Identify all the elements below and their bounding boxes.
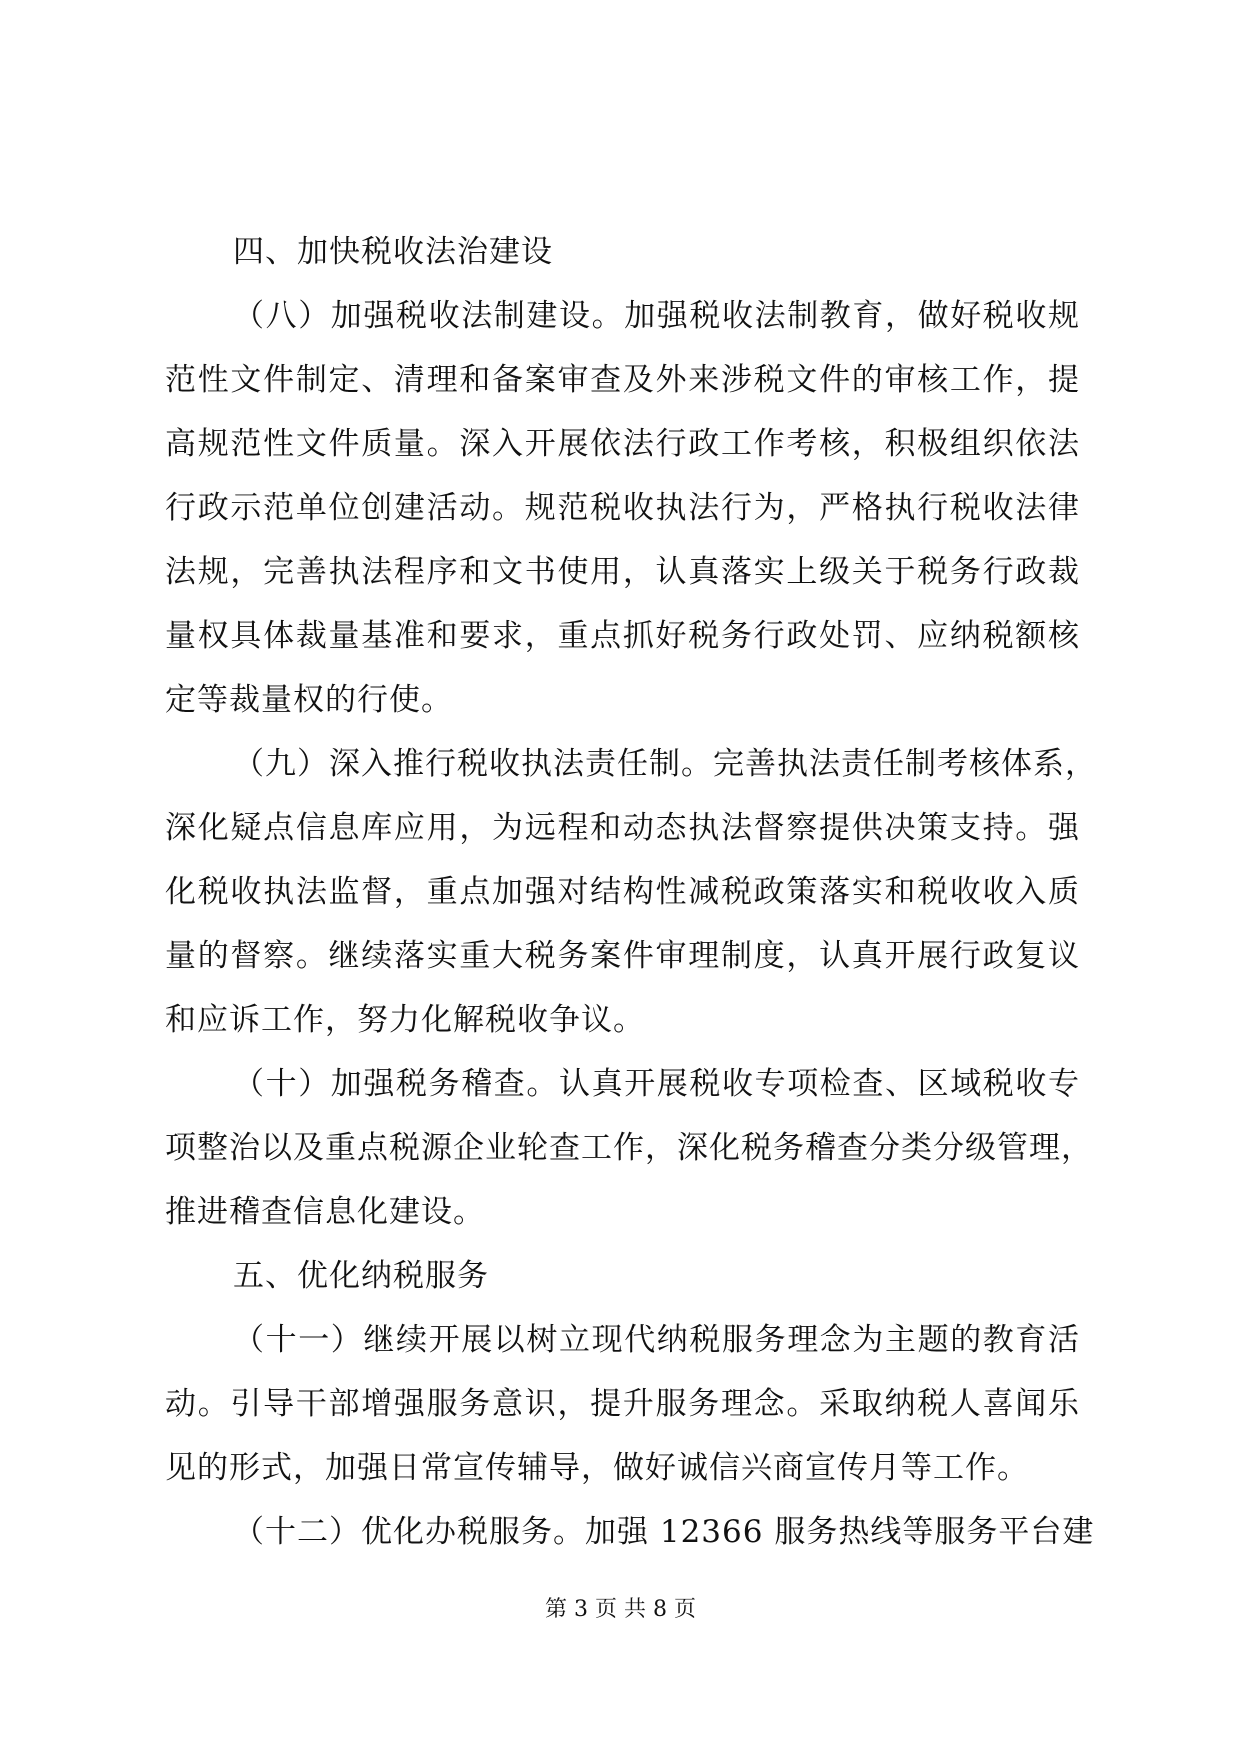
paragraph-9-line-3: 化税收执法监督，重点加强对结构性减税政策落实和税收收入质 xyxy=(165,874,1080,910)
paragraph-8-line-3: 高规范性文件质量。深入开展依法行政工作考核，积极组织依法 xyxy=(165,426,1080,462)
paragraph-10-line-1: （十）加强税务稽查。认真开展税收专项检查、区域税收专 xyxy=(233,1066,1080,1102)
page-number: 第 3 页 共 8 页 xyxy=(545,1597,696,1622)
paragraph-11-line-3: 见的形式，加强日常宣传辅导，做好诚信兴商宣传月等工作。 xyxy=(165,1450,1029,1486)
section-heading-5: 五、优化纳税服务 xyxy=(233,1258,489,1294)
document-body xyxy=(165,220,1097,1564)
paragraph-8-line-5: 法规，完善执法程序和文书使用，认真落实上级关于税务行政裁 xyxy=(165,554,1080,590)
paragraph-9-line-2: 深化疑点信息库应用，为远程和动态执法督察提供决策支持。强 xyxy=(165,810,1080,846)
paragraph-10-line-2: 项整治以及重点税源企业轮查工作，深化税务稽查分类分级管理， xyxy=(165,1130,1093,1166)
paragraph-9-line-1: （九）深入推行税收执法责任制。完善执法责任制考核体系， xyxy=(233,746,1097,782)
paragraph-8-line-4: 行政示范单位创建活动。规范税收执法行为，严格执行税收法律 xyxy=(165,490,1080,526)
paragraph-8-line-1: （八）加强税收法制建设。加强税收法制教育，做好税收规 xyxy=(233,298,1080,334)
paragraph-11-line-2: 动。引导干部增强服务意识，提升服务理念。采取纳税人喜闻乐 xyxy=(165,1386,1080,1422)
paragraph-10-line-3: 推进稽查信息化建设。 xyxy=(165,1194,485,1230)
paragraph-12-line-1: （十二）优化办税服务。加强 12366 服务热线等服务平台建 xyxy=(233,1514,1095,1550)
paragraph-8-line-6: 量权具体裁量基准和要求，重点抓好税务行政处罚、应纳税额核 xyxy=(165,618,1080,654)
page-footer xyxy=(0,1595,1241,1625)
paragraph-9-line-4: 量的督察。继续落实重大税务案件审理制度，认真开展行政复议 xyxy=(165,938,1080,974)
paragraph-9-line-5: 和应诉工作，努力化解税收争议。 xyxy=(165,1002,645,1038)
paragraph-8-line-7: 定等裁量权的行使。 xyxy=(165,682,453,718)
paragraph-11-line-1: （十一）继续开展以树立现代纳税服务理念为主题的教育活 xyxy=(233,1322,1080,1358)
paragraph-8-line-2: 范性文件制定、清理和备案审查及外来涉税文件的审核工作，提 xyxy=(165,362,1080,398)
section-heading-4: 四、加快税收法治建设 xyxy=(233,234,553,270)
